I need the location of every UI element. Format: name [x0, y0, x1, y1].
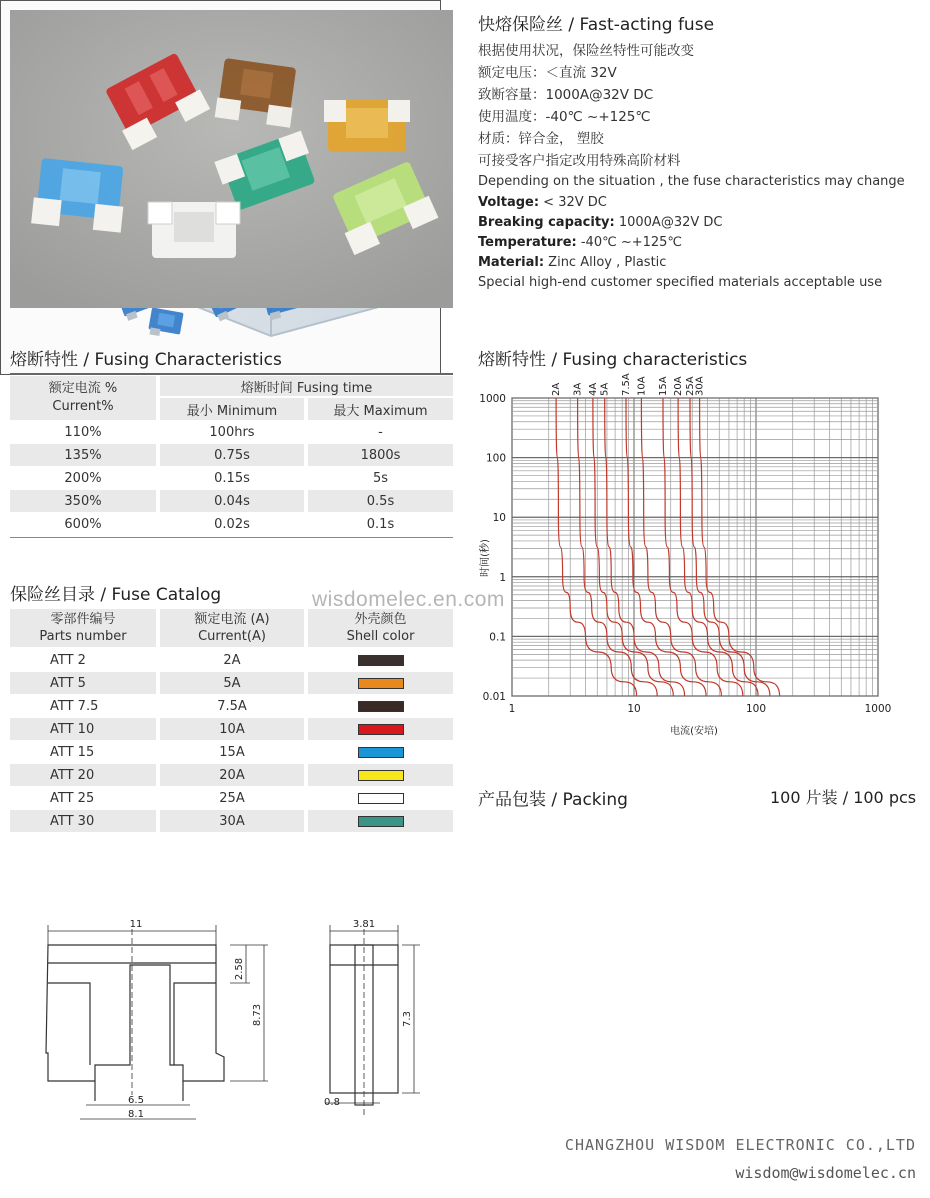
spec-special: Special high-end customer specified materials acceptable use: [478, 275, 883, 290]
shell-color-swatch: [358, 747, 404, 758]
row4-current: 350%: [10, 490, 156, 512]
temperature-value: -40℃ ~+125℃: [576, 235, 683, 250]
series-label: 20A: [673, 376, 685, 396]
spec-cn-line-5: 材质：锌合金， 塑胶: [478, 131, 604, 147]
catalog-shell-color-cell: [308, 810, 453, 832]
catalog-shell-color-cell: [308, 741, 453, 763]
series-line-10A: [641, 398, 721, 696]
y-axis-label: 时间(秒): [480, 539, 491, 577]
watermark: wisdomelec.en.com: [312, 588, 505, 611]
catalog-title: 保险丝目录 / Fuse Catalog: [10, 585, 222, 605]
packing-count: 100 片装 / 100 pcs: [770, 788, 917, 807]
series-line-15A: [663, 398, 743, 696]
min-header: 最小 Minimum: [160, 398, 304, 420]
catalog-shell-color-cell: [308, 649, 453, 671]
shell-color-swatch: [358, 655, 404, 666]
dim-side-width: 3.81: [352, 919, 376, 930]
row1-current: 110%: [64, 424, 102, 440]
shell-color-swatch: [358, 678, 404, 689]
row2-current: 135%: [10, 444, 156, 466]
catalog-shell-color-cell: [308, 787, 453, 809]
row1-max: -: [378, 424, 383, 440]
parts-header-en: Parts number: [39, 629, 127, 644]
voltage-value: < 32V DC: [539, 195, 607, 210]
shell-header-en: Shell color: [346, 629, 415, 644]
spec-en-intro: Depending on the situation , the fuse characteristics may change: [478, 174, 905, 189]
y-tick-label: 0.01: [482, 691, 506, 703]
max-header: 最大 Maximum: [308, 398, 453, 420]
catalog-part-number: ATT 2: [50, 652, 86, 668]
white-fuse: [148, 202, 240, 258]
dim-front-inner: 6.5: [128, 1095, 144, 1106]
material-label: Material:: [478, 255, 545, 270]
table-top-rule: [10, 373, 453, 375]
spec-cn-line-1: 根据使用状况，保险丝特性可能改变: [478, 43, 694, 59]
fusing-table-title: 熔断特性 / Fusing Characteristics: [10, 350, 282, 370]
breaking-label: Breaking capacity:: [478, 215, 615, 230]
spec-cn-line-3: 致断容量：1000A@32V DC: [478, 87, 654, 103]
spec-breaking: [478, 215, 722, 230]
chart-title: 熔断特性 / Fusing characteristics: [478, 350, 748, 370]
row2-max: 1800s: [308, 444, 453, 466]
spec-material: [478, 255, 666, 270]
front-dims: [48, 925, 268, 1119]
y-tick-label: 10: [492, 512, 506, 525]
current-a-header-cn: 额定电流 (A): [194, 612, 270, 627]
row3-min: 0.15s: [214, 470, 250, 486]
series-label: 3A: [572, 382, 584, 396]
dim-front-height-total: 8.73: [252, 1003, 263, 1027]
current-percent-header: [10, 376, 156, 420]
catalog-part-number: ATT 7.5: [50, 698, 99, 714]
voltage-label: Voltage:: [478, 195, 540, 210]
row1-min: 100hrs: [209, 424, 255, 440]
catalog-current: 20A: [160, 764, 304, 786]
series-label: 4A: [587, 382, 599, 396]
y-tick-label: 100: [485, 452, 506, 465]
dim-side-height: 7.3: [402, 1011, 413, 1027]
series-label: 15A: [658, 376, 669, 396]
current-header-cn: 额定电流 %: [48, 381, 118, 396]
row5-current: 600%: [64, 516, 102, 532]
catalog-part-number: ATT 20: [10, 764, 156, 786]
series-label: 30A: [694, 376, 706, 396]
catalog-current: 2A: [223, 652, 241, 668]
parts-header-cn: 零部件编号: [50, 612, 116, 627]
spec-voltage: [478, 195, 607, 210]
series-label: 10A: [636, 376, 648, 396]
y-tick-label: 0.1: [489, 631, 506, 644]
shell-color-swatch: [358, 701, 404, 712]
parts-number-header: [10, 609, 156, 647]
series-label: 5A: [599, 382, 611, 396]
packing-photo: CHANGZHOU WISDOM ELECTRONIC CO.,LTD wisdom@wisdomelec.cn: [0, 0, 441, 375]
product-photo: [10, 10, 453, 308]
catalog-shell-color-cell: [308, 718, 453, 740]
dim-front-outer: 8.1: [128, 1109, 144, 1120]
catalog-current: 25A: [219, 790, 245, 806]
catalog-shell-color-cell: [308, 672, 453, 694]
spec-temperature: [478, 235, 682, 250]
material-value: Zinc Alloy , Plastic: [544, 255, 667, 270]
row3-max: 5s: [372, 470, 389, 486]
side-view: [330, 929, 398, 1115]
dim-side-pin: 0.8: [324, 1097, 340, 1108]
series-label: 25A: [685, 376, 696, 396]
breaking-value: 1000A@32V DC: [614, 215, 723, 230]
spec-cn-line-6: 可接受客户指定改用特殊高阶材料: [478, 153, 681, 169]
y-tick-label: 1000: [479, 393, 506, 405]
row4-max: 0.5s: [308, 490, 453, 512]
row2-min: 0.75s: [160, 444, 304, 466]
series-line-2A: [556, 398, 637, 696]
rated-current-header: [160, 609, 304, 647]
dim-front-width: 11: [129, 919, 143, 930]
shell-color-swatch: [358, 724, 404, 735]
catalog-part-number: ATT 5: [10, 672, 156, 694]
series-line-30A: [700, 398, 780, 696]
x-tick-label: 1000: [864, 703, 892, 715]
amber-fuse: [324, 100, 410, 152]
shell-color-swatch: [358, 793, 404, 804]
catalog-current: 30A: [160, 810, 304, 832]
temperature-label: Temperature:: [478, 235, 577, 250]
fusing-curve-chart: [478, 370, 918, 745]
x-tick-label: 1: [508, 703, 516, 715]
row5-min: 0.02s: [214, 516, 250, 532]
packing-title: 产品包装 / Packing: [478, 790, 628, 810]
row5-max: 0.1s: [366, 516, 395, 532]
catalog-shell-color-cell: [308, 695, 453, 717]
front-view: [46, 929, 224, 1101]
spec-cn-line-4: 使用温度：-40℃ ~+125℃: [478, 109, 651, 125]
shell-color-swatch: [358, 816, 404, 827]
catalog-current: 5A: [160, 672, 304, 694]
catalog-part-number: ATT 15: [50, 744, 95, 760]
series-label: 2A: [551, 382, 563, 396]
dim-front-height-top: 2.58: [234, 957, 245, 981]
catalog-current: 10A: [160, 718, 304, 740]
x-tick-label: 10: [627, 703, 641, 715]
shell-header-cn: 外壳颜色: [354, 612, 407, 627]
spec-cn-line-2: 额定电压：＜直流 32V: [478, 65, 617, 81]
chart-curves: [556, 398, 780, 696]
current-header-en: Current%: [52, 399, 114, 414]
row3-current: 200%: [64, 470, 102, 486]
catalog-part-number: ATT 30: [10, 810, 156, 832]
row4-min: 0.04s: [160, 490, 304, 512]
catalog-current: 7.5A: [217, 698, 247, 714]
current-a-header-en: Current(A): [198, 629, 266, 644]
series-label: 7.5A: [621, 373, 632, 396]
table-bottom-rule: [10, 537, 453, 538]
shell-color-swatch: [358, 770, 404, 781]
x-tick-label: 100: [745, 703, 767, 715]
x-axis-label: 电流(安培): [670, 726, 718, 737]
catalog-part-number: ATT 25: [50, 790, 95, 806]
chart-series-labels: [551, 373, 706, 396]
fuse-assortment-image: [10, 10, 453, 308]
product-title: 快熔保险丝 / Fast-acting fuse: [478, 15, 715, 35]
catalog-part-number: ATT 10: [10, 718, 156, 740]
dimension-drawing: [10, 905, 450, 1140]
catalog-current: 15A: [219, 744, 245, 760]
shell-color-header: [308, 609, 453, 647]
fusing-time-header: 熔断时间 Fusing time: [160, 376, 453, 396]
y-tick-label: 1: [499, 571, 506, 584]
catalog-shell-color-cell: [308, 764, 453, 786]
